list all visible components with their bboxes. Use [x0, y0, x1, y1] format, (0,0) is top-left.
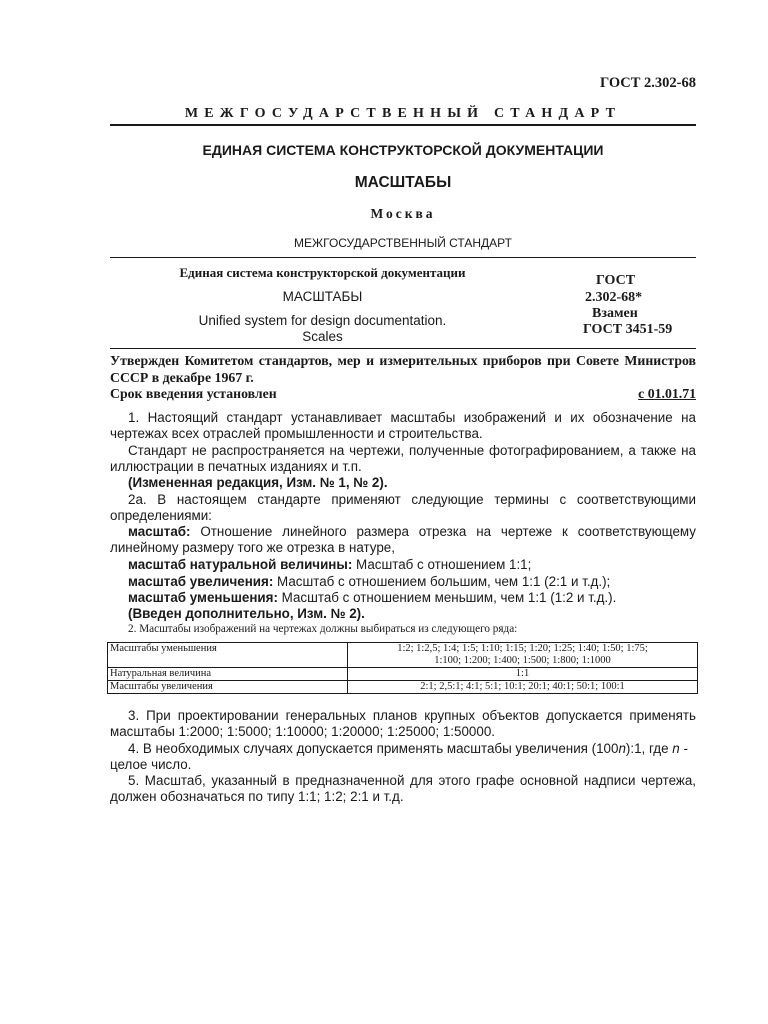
header-title: МАСШТАБЫ — [282, 289, 363, 304]
variable-n: n — [672, 741, 680, 756]
term-label: масштаб натуральной величины: — [128, 557, 353, 572]
term-label: масштаб увеличения: — [128, 574, 274, 589]
system-title: ЕДИНАЯ СИСТЕМА КОНСТРУКТОРСКОЙ ДОКУМЕНТАЦИИ — [202, 142, 604, 158]
approval-text: Утвержден Комитетом стандартов, мер и измерительных приборов при Совете Министров СССР в декабре 1967 г. — [110, 353, 696, 385]
term-enlargement — [110, 574, 696, 590]
term-natural — [110, 557, 696, 573]
scales-table — [107, 642, 698, 694]
main-title: МАСШТАБЫ — [354, 174, 452, 191]
effective-date: с 01.01.71 — [638, 386, 696, 401]
term-reduction — [110, 590, 696, 606]
replaces-number: ГОСТ 3451-59 — [583, 322, 673, 337]
header-rule — [110, 348, 696, 349]
gost-label: ГОСТ — [596, 273, 636, 288]
paragraph-4 — [110, 741, 696, 773]
effective-label: Срок введения установлен — [110, 386, 277, 401]
header-english-line1: Unified system for design documentation. — [198, 313, 447, 328]
table-value-line: 1:100; 1:200; 1:400; 1:500; 1:800; 1:1000 — [434, 655, 611, 666]
table-cell-values — [348, 643, 698, 668]
table-cell-label: Масштабы увеличения — [108, 681, 348, 694]
paragraph-3: 3. При проектировании генеральных планов крупных объектов допускается применять масштабы 1:2000; 1:5000; 1:10000; 1:20000; 1:25000; 1:50000. — [110, 708, 696, 739]
term-definition: Масштаб с отношением меньшим, чем 1:1 (1:2 и т.д.). — [277, 590, 617, 605]
banner-rule — [110, 124, 696, 126]
paragraph-1: 1. Настоящий стандарт устанавливает масштабы изображений и их обозначение на чертежах всех отраслей промышленности и строительства. — [110, 410, 696, 441]
term-definition: Отношение линейного размера отрезка на чертеже к соответствующему линейному размеру того же отрезка в натуре, — [110, 524, 696, 555]
edit-note-1: (Измененная редакция, Изм. № 1, № 2). — [128, 475, 388, 490]
banner-title: МЕЖГОСУДАРСТВЕННЫЙ СТАНДАРТ — [184, 106, 622, 121]
paragraph-2: 2. Масштабы изображений на чертежах должны выбираться из следующего ряда: — [128, 623, 518, 635]
table-value-line: 1:2; 1:2,5; 1:4; 1:5; 1:10; 1:15; 1:20; 1:25; 1:40; 1:50; 1:75; — [397, 643, 648, 654]
paragraph-4-text: 4. В необходимых случаях допускается применять масштабы увеличения (100 — [128, 741, 619, 756]
table-cell-values: 2:1; 2,5:1; 4:1; 5:1; 10:1; 20:1; 40:1; 50:1; 100:1 — [348, 681, 698, 694]
header-english-line2: Scales — [302, 329, 343, 344]
table-cell-label: Натуральная величина — [108, 668, 348, 681]
header-system: Единая система конструкторской документации — [179, 265, 466, 280]
table-row — [108, 681, 698, 694]
table-cell-label: Масштабы уменьшения — [108, 643, 348, 668]
term-scale — [110, 524, 696, 556]
doc-id: ГОСТ 2.302-68 — [599, 75, 696, 91]
term-definition: Масштаб с отношением 1:1; — [352, 557, 532, 572]
term-label: масштаб: — [128, 524, 191, 539]
gost-number: 2.302-68* — [585, 290, 643, 305]
replaces-label: Взамен — [592, 306, 638, 321]
variable-n: n — [618, 741, 626, 756]
paragraph-5: 5. Масштаб, указанный в предназначенной для этого графе основной надписи чертежа, должен обозначаться по типу 1:1; 1:2; 2:1 и т.д. — [110, 773, 696, 804]
table-cell-values: 1:1 — [348, 668, 698, 681]
paragraph-4-text: ):1, где — [625, 741, 673, 756]
subtitle-rule — [110, 257, 696, 258]
term-definition: Масштаб с отношением большим, чем 1:1 (2:1 и т.д.); — [273, 574, 611, 589]
table-row — [108, 668, 698, 681]
paragraph-1b: Стандарт не распространяется на чертежи, полученные фотографированием, а также на иллюстрации в печатных изданиях и т.п. — [110, 443, 696, 474]
paragraph-4-text: - целое число. — [110, 741, 688, 772]
edit-note-2: (Введен дополнительно, Изм. № 2). — [128, 606, 365, 621]
term-label: масштаб уменьшения: — [128, 590, 278, 605]
paragraph-2a: 2а. В настоящем стандарте применяют следующие термины с соответствующими определениями: — [110, 492, 696, 523]
table-row — [108, 643, 698, 668]
subtitle: МЕЖГОСУДАРСТВЕННЫЙ СТАНДАРТ — [294, 236, 512, 250]
city: Москва — [370, 206, 436, 221]
